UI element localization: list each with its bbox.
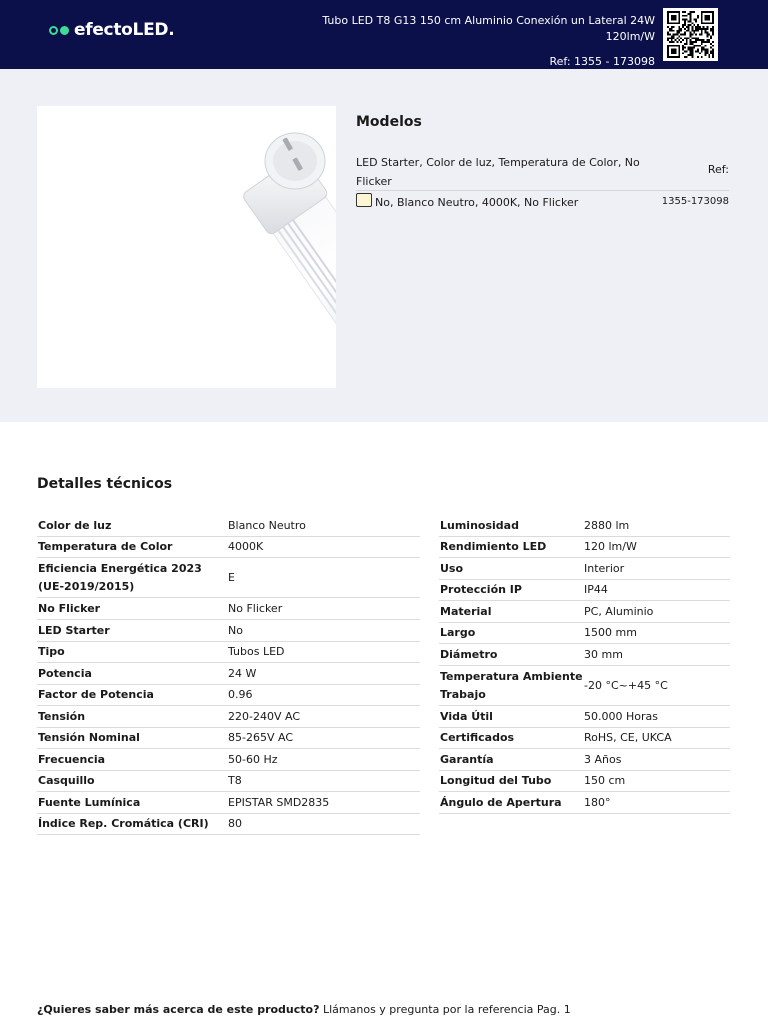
spec-row: [439, 515, 730, 537]
spec-key: Vida Útil: [440, 709, 493, 723]
spec-value: 0.96: [228, 688, 253, 701]
spec-row: [439, 580, 730, 601]
spec-value: E: [228, 570, 235, 584]
spec-value: No Flicker: [228, 601, 283, 615]
product-band: [0, 69, 768, 422]
spec-row: [439, 558, 730, 580]
spec-row: [37, 642, 420, 663]
footer-text: Llámanos y pregunta por la referencia Pag. 1: [322, 1003, 571, 1016]
spec-value: 2880 lm: [584, 518, 630, 532]
spec-row: [37, 663, 420, 685]
spec-value: No: [228, 623, 243, 637]
spec-value: -20 °C~+45 °C: [584, 678, 668, 692]
spec-key: Diámetro: [440, 647, 498, 661]
spec-row: [37, 771, 420, 792]
qr-code-icon[interactable]: [663, 8, 718, 61]
spec-value: Interior: [584, 561, 625, 575]
spec-value: 85-265V AC: [228, 731, 293, 744]
product-ref: Ref: 1355 - 173098: [549, 55, 655, 68]
spec-key: Temperatura Ambiente Trabajo: [440, 669, 583, 701]
spec-value: Tubos LED: [228, 645, 285, 658]
footer-question: ¿Quieres saber más acerca de este producto?: [37, 1003, 320, 1016]
spec-row: [439, 537, 730, 558]
header-bar: [0, 0, 768, 69]
model-label: No, Blanco Neutro, 4000K, No Flicker: [375, 196, 579, 209]
spec-key: Material: [440, 604, 492, 618]
spec-row: [439, 644, 730, 666]
tech-details-title: Detalles técnicos: [37, 476, 173, 492]
spec-value: IP44: [584, 583, 608, 596]
product-title: Tubo LED T8 G13 150 cm Aluminio Conexión un Lateral 24W 120lm/W: [322, 14, 655, 43]
spec-key: Tensión Nominal: [38, 731, 140, 744]
spec-key: Temperatura de Color: [38, 540, 173, 553]
spec-row: [37, 706, 420, 728]
spec-row: [439, 792, 730, 814]
spec-value: 220-240V AC: [228, 709, 300, 723]
spec-key: Factor de Potencia: [38, 688, 154, 701]
spec-key: Uso: [440, 561, 464, 575]
spec-value: 4000K: [228, 540, 264, 553]
spec-key: Frecuencia: [38, 752, 106, 766]
spec-row: [37, 515, 420, 537]
models-column-label: LED Starter, Color de luz, Temperatura de Color, No Flicker: [356, 156, 640, 188]
spec-key: Tensión: [38, 709, 86, 723]
spec-value: 30 mm: [584, 647, 623, 661]
spec-key: Fuente Lumínica: [38, 795, 141, 809]
spec-value: 50.000 Horas: [584, 709, 658, 723]
spec-key: No Flicker: [38, 601, 101, 615]
logo-dots-icon: [49, 26, 69, 35]
spec-row: [439, 601, 730, 623]
spec-row: [439, 666, 730, 706]
color-swatch: [356, 193, 372, 207]
spec-key: Largo: [440, 626, 476, 639]
spec-key: Luminosidad: [440, 518, 519, 532]
spec-key: Rendimiento LED: [440, 540, 547, 553]
spec-value: 80: [228, 817, 242, 830]
spec-row: [37, 792, 420, 814]
spec-value: Blanco Neutro: [228, 518, 306, 532]
spec-row: [37, 537, 420, 558]
spec-row: [439, 771, 730, 792]
specs-table-right: [439, 515, 730, 814]
spec-key: Garantía: [440, 752, 494, 766]
spec-value: 150 cm: [584, 774, 626, 787]
spec-row: [37, 749, 420, 771]
spec-value: 180°: [584, 795, 611, 809]
spec-key: Tipo: [38, 645, 65, 658]
brand-logo[interactable]: [49, 20, 174, 40]
spec-value: EPISTAR SMD2835: [228, 795, 330, 809]
product-image: [37, 106, 336, 388]
spec-value: 50-60 Hz: [228, 752, 278, 766]
spec-key: LED Starter: [38, 623, 110, 637]
spec-key: Casquillo: [38, 774, 95, 787]
spec-key: Longitud del Tubo: [440, 774, 552, 787]
led-tube-illustration: [37, 106, 336, 388]
spec-row: [439, 623, 730, 644]
spec-value: T8: [228, 774, 242, 787]
spec-key: Ángulo de Apertura: [440, 795, 562, 809]
spec-value: 24 W: [228, 666, 257, 680]
spec-key: Potencia: [38, 666, 92, 680]
models-table-header: [356, 153, 729, 191]
footer-note: [37, 1003, 571, 1016]
spec-row: [37, 558, 420, 598]
spec-row: [37, 620, 420, 642]
specs-table-left: [37, 515, 420, 835]
spec-value: 1500 mm: [584, 626, 637, 639]
brand-name: efectoLED.: [74, 20, 175, 40]
models-title: Modelos: [356, 114, 422, 130]
spec-value: PC, Aluminio: [584, 604, 654, 618]
spec-row: [37, 814, 420, 835]
spec-row: [439, 749, 730, 771]
spec-row: [37, 685, 420, 706]
spec-key: Color de luz: [38, 518, 112, 532]
spec-row: [439, 728, 730, 749]
spec-key: Certificados: [440, 731, 515, 744]
model-row[interactable]: [356, 192, 729, 212]
spec-key: Índice Rep. Cromática (CRI): [38, 817, 209, 830]
spec-value: 120 lm/W: [584, 540, 637, 553]
spec-key: Eficiencia Energética 2023 (UE-2019/2015): [38, 561, 202, 593]
models-ref-label: Ref:: [707, 163, 729, 176]
model-ref: 1355-173098: [661, 196, 729, 207]
spec-row: [37, 598, 420, 620]
spec-value: RoHS, CE, UKCA: [584, 731, 672, 744]
spec-value: 3 Años: [584, 752, 622, 766]
spec-key: Protección IP: [440, 583, 522, 596]
spec-row: [37, 728, 420, 749]
spec-row: [439, 706, 730, 728]
